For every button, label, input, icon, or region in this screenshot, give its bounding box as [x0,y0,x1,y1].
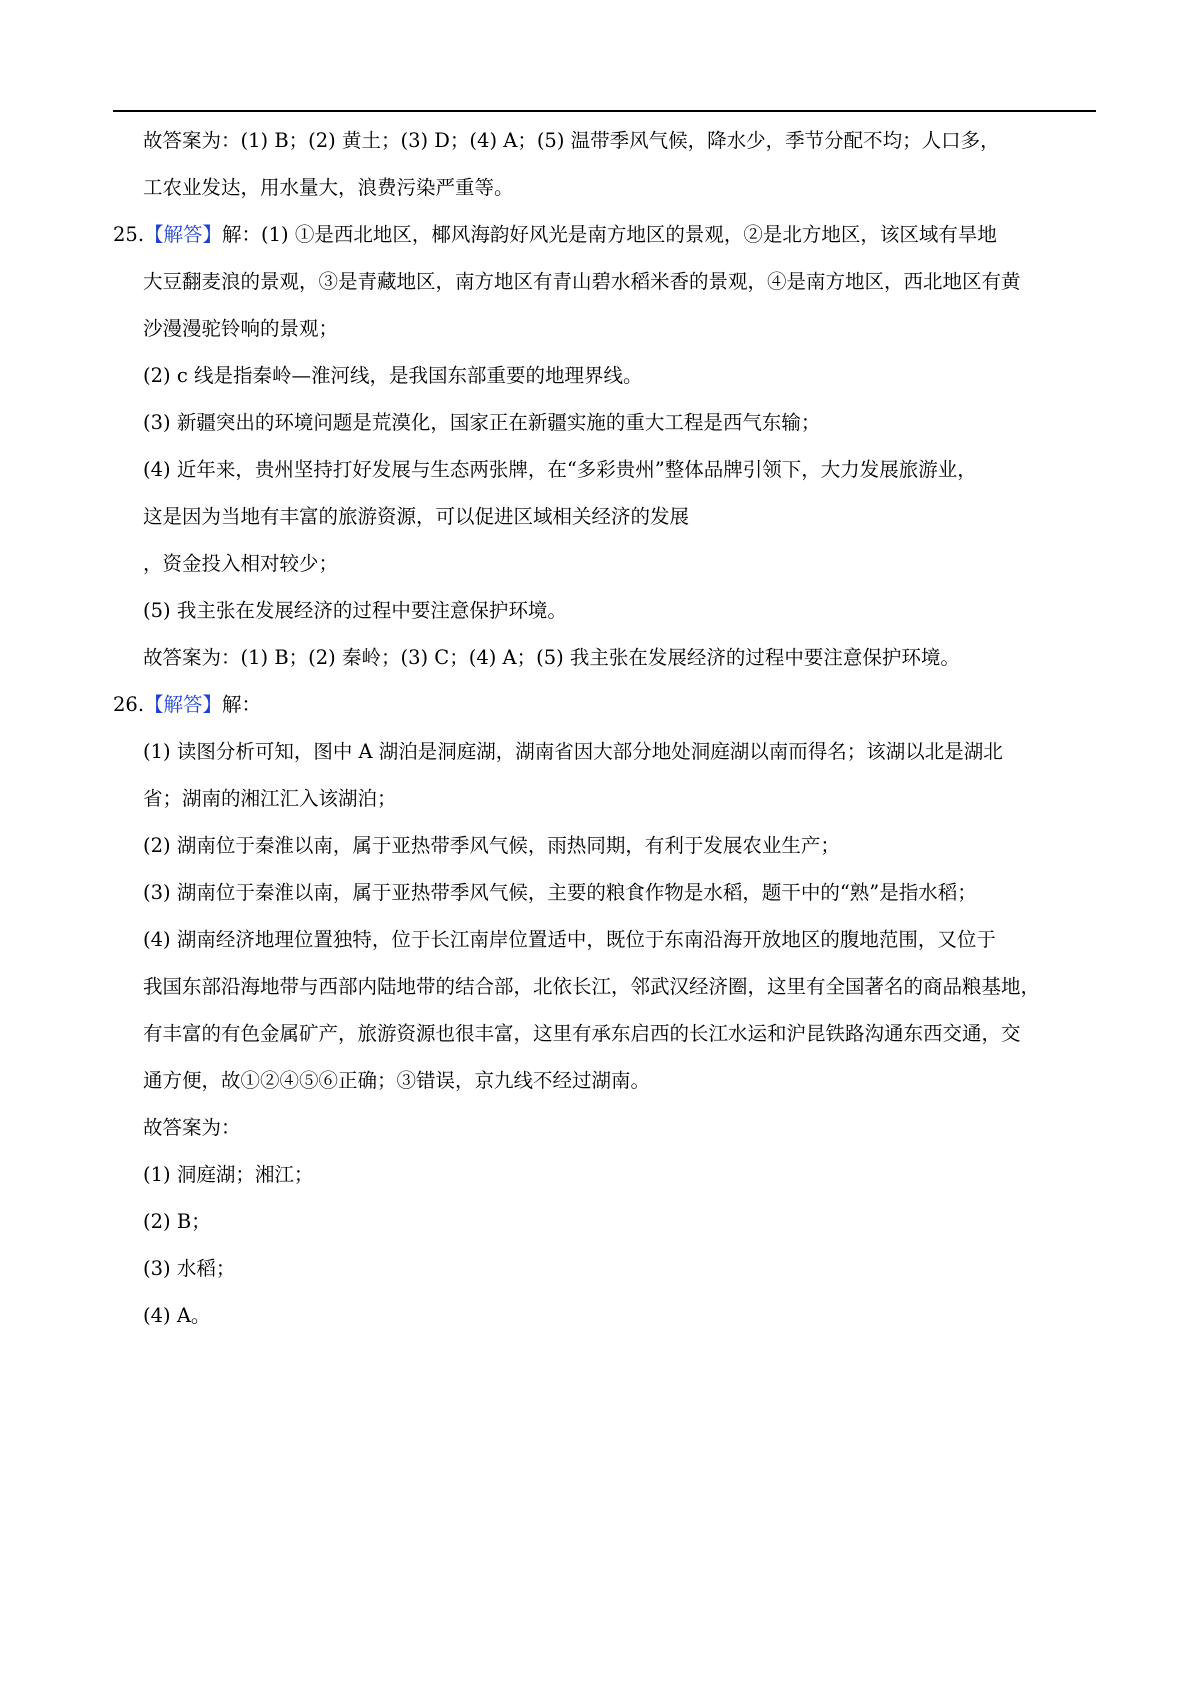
q26-intro: 解： [222,693,262,716]
q26-answer-label: 故答案为： [143,1116,241,1139]
q26-p4-line2: 我国东部沿海地带与西部内陆地带的结合部，北依长江，邻武汉经济圈，这里有全国著名的商品粮基地， [143,975,1041,998]
q25-intro: 解：(1) ①是西北地区，椰风海韵好风光是南方地区的景观，②是北方地区，该区域有旱地 [222,223,997,246]
q25-p4-line3: ，资金投入相对较少； [143,552,339,575]
q25-p1-line2: 大豆翻麦浪的景观，③是青藏地区，南方地区有青山碧水稻米香的景观，④是南方地区，西北地区有黄 [143,270,1021,293]
q26-tag: 【解答】 [144,693,223,716]
q25-answer: 故答案为：(1) B；(2) 秦岭；(3) C；(4) A；(5) 我主张在发展经济的过程中要注意保护环境。 [143,646,960,669]
q25-first-line [113,221,997,249]
q26-p4-line4: 通方便，故①②④⑤⑥正确；③错误，京九线不经过湖南。 [143,1069,651,1092]
q25-p2: (2) c 线是指秦岭—淮河线，是我国东部重要的地理界线。 [143,364,643,387]
q25-tag: 【解答】 [144,223,223,246]
q26-p1-line1: (1) 读图分析可知，图中 A 湖泊是洞庭湖，湖南省因大部分地处洞庭湖以南而得名；该湖以北是湖北 [143,740,1003,763]
q25-number: 25. [113,223,145,246]
q26-number: 26. [113,693,145,716]
q24-answer-line1: 故答案为：(1) B；(2) 黄土；(3) D；(4) A；(5) 温带季风气候，降水少，季节分配不均；人口多， [143,129,1000,152]
q25-p4-line2: 这是因为当地有丰富的旅游资源，可以促进区域相关经济的发展 [143,505,690,528]
q26-answer-3: (3) 水稻； [143,1257,236,1280]
q26-p4-line1: (4) 湖南经济地理位置独特，位于长江南岸位置适中，既位于东南沿海开放地区的腹地范围，又位于 [143,928,996,951]
q26-answer-1: (1) 洞庭湖；湘江； [143,1163,314,1186]
q26-p1-line2: 省；湖南的湘江汇入该湖泊； [143,787,397,810]
q25-p3: (3) 新疆突出的环境问题是荒漠化，国家正在新疆实施的重大工程是西气东输； [143,411,821,434]
q26-p3: (3) 湖南位于秦淮以南，属于亚热带季风气候，主要的粮食作物是水稻，题干中的“熟”是指水稻； [143,881,977,904]
q25-p5: (5) 我主张在发展经济的过程中要注意保护环境。 [143,599,567,622]
q26-p2: (2) 湖南位于秦淮以南，属于亚热带季风气候，雨热同期，有利于发展农业生产； [143,834,840,857]
q25-p4-line1: (4) 近年来，贵州坚持打好发展与生态两张牌，在“多彩贵州”整体品牌引领下，大力发展旅游业， [143,458,977,481]
q26-p4-line3: 有丰富的有色金属矿产，旅游资源也很丰富，这里有承东启西的长江水运和沪昆铁路沟通东西交通，交 [143,1022,1021,1045]
q25-p1-line3: 沙漫漫驼铃响的景观； [143,317,339,340]
q26-answer-2: (2) B； [143,1210,211,1233]
q24-answer-line2: 工农业发达，用水量大，浪费污染严重等。 [143,176,514,199]
header-rule [113,110,1096,112]
q26-first-line [113,691,261,719]
q26-answer-4: (4) A。 [143,1304,211,1327]
